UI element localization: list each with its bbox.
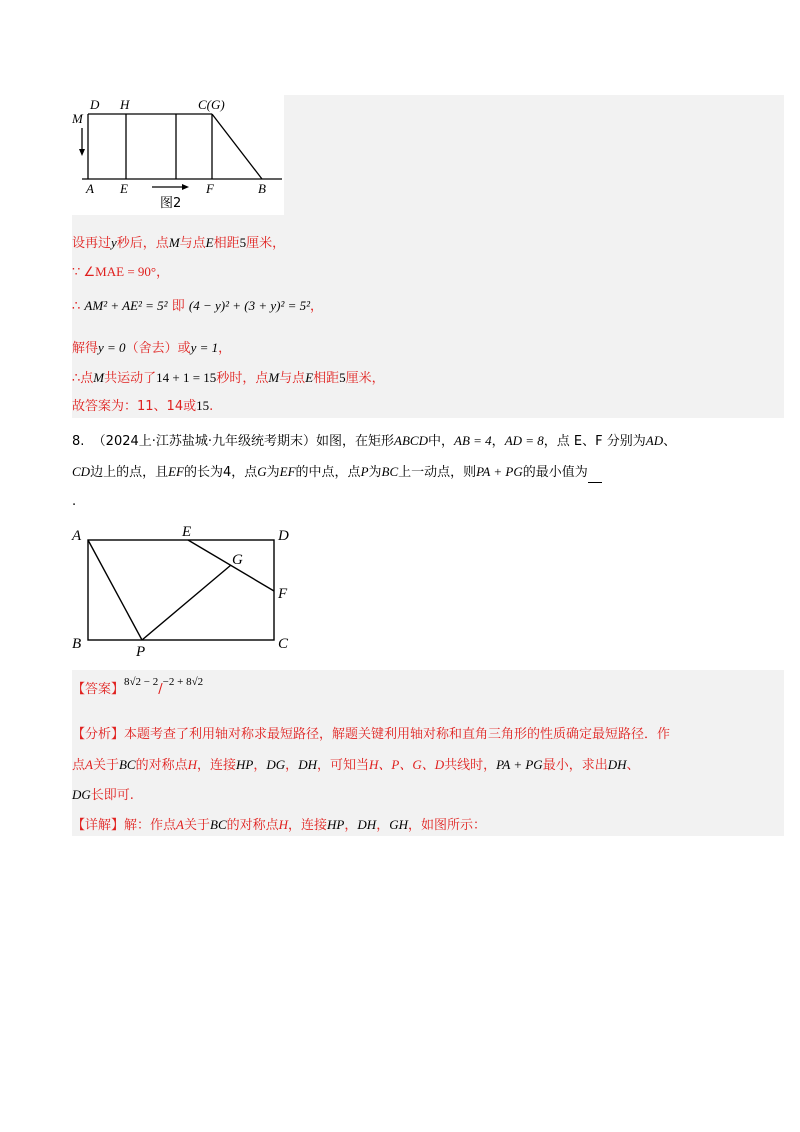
fig8-label-C: C — [278, 636, 289, 652]
fig8-label-E: E — [182, 524, 192, 540]
fig8-label-A: A — [72, 528, 82, 544]
solution-line-4: 解得y = 0（舍去）或y = 1， — [72, 340, 232, 356]
fig2-label-M: M — [72, 111, 83, 126]
analysis-line-3: DG长即可. — [72, 787, 134, 803]
fig8-label-D: D — [278, 528, 289, 544]
analysis-line-2: 点A关于BC的对称点H，连接HP，DG，DH，可知当H、P、G、D共线时，PA + PG最小，求出DH、 — [72, 757, 640, 773]
solution-line-3: ∴ AM² + AE² = 5² 即 (4 − y)² + (3 + y)² = 5²， — [72, 298, 324, 314]
solution-line-5: ∴点M共运动了14 + 1 = 15秒时，点M与点E相距5厘米， — [72, 370, 385, 386]
fig2-label-B: B — [258, 181, 266, 196]
solution-line-2: ∵ ∠MAE = 90°， — [72, 264, 170, 279]
fig2-label-A: A — [86, 181, 94, 196]
segment-AP — [88, 540, 142, 640]
problem8-line-2: CD边上的点，且EF的长为4，点G为EF的中点，点P为BC上一动点，则PA + PG的最小值为 — [72, 462, 602, 483]
fig8-label-F: F — [278, 586, 288, 602]
answer-blank — [588, 468, 602, 483]
detail-tag: 【详解】 — [72, 818, 125, 833]
figure-8 — [66, 520, 306, 660]
segment-PG — [142, 565, 231, 640]
fig2-label-E: E — [120, 181, 128, 196]
fig8-label-G: G — [232, 552, 243, 568]
fig2-label-F: F — [206, 181, 214, 196]
fig2-label-H: H — [120, 97, 130, 112]
answer-line: 【答案】$^{8√2 - 2}$/$^{-2 + 8√2}$ — [72, 676, 204, 697]
detail-line-1: 【详解】解：作点A关于BC的对称点H，连接HP，DH，GH，如图所示： — [72, 817, 486, 833]
rectangle-ABCD — [88, 540, 274, 640]
fig8-label-P: P — [136, 644, 146, 660]
fig2-label-D: D — [90, 97, 100, 112]
answer-tag: 【答案】 — [72, 682, 125, 697]
analysis-line-1: 【分析】本题考查了利用轴对称求最短路径，解题关键利用轴对称和直角三角形的性质确定最短路径．作 — [72, 727, 671, 742]
solution-line-1: 设再过y秒后，点M与点E相距5厘米， — [72, 235, 286, 251]
figure-2 — [72, 95, 284, 215]
problem8-line-1: 8. （2024上·江苏盐城·九年级统考期末）如图，在矩形ABCD中，AB = 4，AD = 8，点 E、F 分别为AD、 — [72, 433, 677, 449]
fig8-label-B: B — [72, 636, 82, 652]
problem8-line-3: . — [72, 494, 77, 509]
fig2-caption: 图2 — [160, 196, 182, 211]
fig2-label-CG: C(G) — [198, 97, 225, 112]
analysis-tag: 【分析】 — [72, 727, 125, 742]
solution-line-6: 故答案为：11、14或15. — [72, 398, 214, 414]
